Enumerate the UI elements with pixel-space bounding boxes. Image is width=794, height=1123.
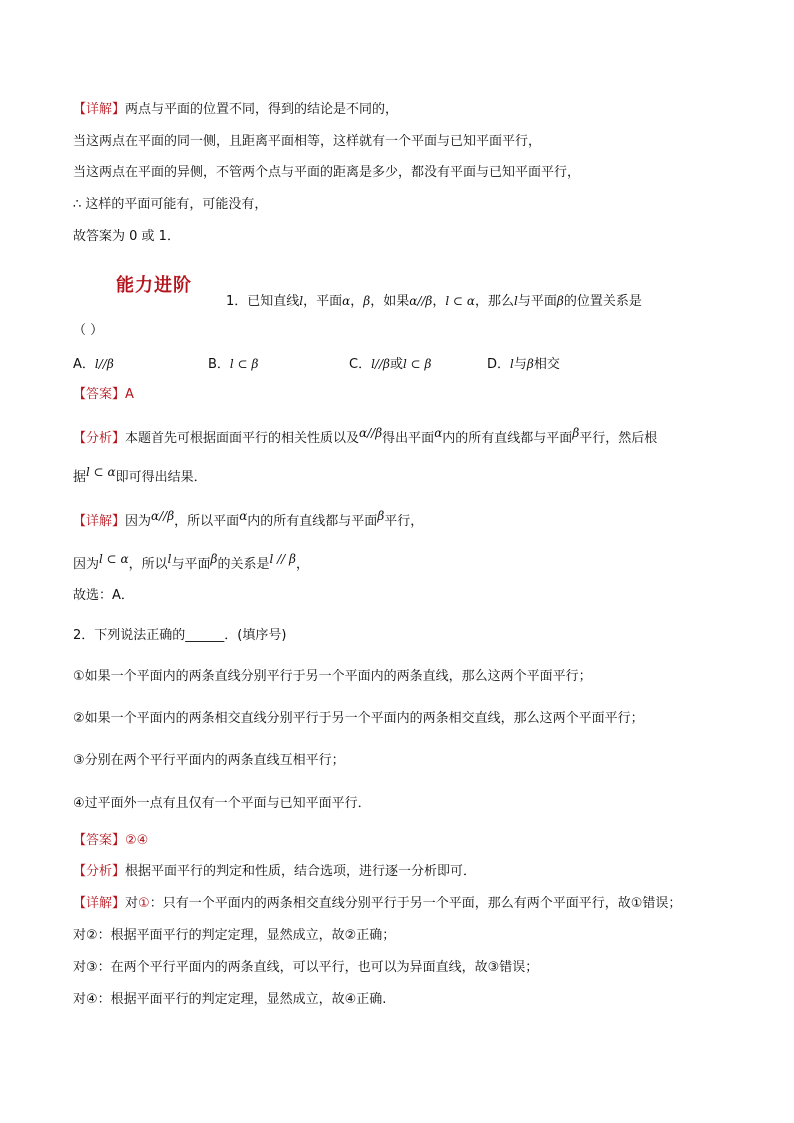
q1-text: 的位置关系是 — [563, 294, 642, 309]
detail-line-2: 当这两点在平面的同一侧，且距离平面相等，这样就有一个平面与已知平面平行， — [73, 134, 542, 149]
math-inline: β — [210, 552, 218, 566]
analysis-text: 根据平面平行的判定和性质，结合选项，进行逐一分析即可． — [125, 864, 477, 879]
q1-text: ，平面 — [303, 294, 343, 309]
option-math: β — [526, 357, 534, 371]
detail-text: 与平面 — [171, 557, 211, 572]
option-text: 或 — [389, 357, 403, 372]
answer-value: ②④ — [125, 833, 149, 848]
q1-analysis-line-1 — [73, 426, 658, 448]
q1-text: ， — [432, 294, 446, 309]
detail-line-1 — [73, 101, 398, 119]
option-text: 相交 — [533, 357, 560, 372]
q2-answer — [73, 832, 148, 850]
analysis-tag: 【分析】 — [73, 431, 126, 446]
detail-text: 两点与平面的位置不同，得到的结论是不同的， — [125, 102, 399, 117]
answer-value: A — [125, 387, 134, 402]
q1-text: ， — [350, 294, 364, 309]
option-label: D． — [487, 357, 511, 372]
q2-statement-1: ①如果一个平面内的两条直线分别平行于另一个平面内的两条直线，那么这两个平面平行； — [73, 669, 592, 684]
detail-tag: 【详解】 — [73, 896, 126, 911]
option-math: l//β — [94, 357, 114, 371]
option-c — [349, 355, 431, 374]
q1-choose: 故选：A． — [73, 588, 134, 603]
analysis-tag: 【分析】 — [73, 864, 126, 879]
q2-statement-4: ④过平面外一点有且仅有一个平面与已知平面平行． — [73, 796, 371, 811]
analysis-text: 平行，然后根 — [579, 431, 658, 446]
math-cond: l ⊂ α — [445, 294, 475, 308]
answer-blank: ______ — [185, 628, 225, 643]
detail-text: 内的所有直线都与平面 — [247, 514, 378, 529]
analysis-text: 内的所有直线都与平面 — [442, 431, 573, 446]
section-title: 能力进阶 — [116, 275, 192, 296]
math-inline: α//β — [151, 509, 175, 523]
option-label: A． — [73, 357, 95, 372]
math-beta: β — [556, 294, 564, 308]
option-math: l — [510, 357, 514, 371]
option-math: l ⊂ β — [229, 357, 259, 371]
detail-text: 平行， — [384, 514, 424, 529]
q1-detail-line-2 — [73, 552, 309, 574]
q1-answer — [73, 386, 134, 404]
detail-text: 的关系是 — [217, 557, 270, 572]
detail-line-5: 故答案为 0 或 1． — [73, 229, 180, 244]
math-inline: α — [239, 509, 248, 523]
detail-line-3: 当这两点在平面的异侧，不管两个点与平面的距离是多少，都没有平面与已知平面平行， — [73, 165, 581, 180]
math-inline: l ⊂ α — [86, 465, 116, 479]
math-cond: α//β — [409, 294, 433, 308]
q1-analysis-line-2 — [73, 465, 207, 487]
q2-detail-line-4: 对④：根据平面平行的判定定理，显然成立，故④正确. — [73, 992, 387, 1007]
analysis-text: 即可得出结果． — [115, 470, 207, 485]
math-inline: β — [572, 426, 580, 440]
option-b — [208, 355, 258, 374]
q1-number: 1．已知直线 — [226, 294, 300, 309]
detail-text: ，所以 — [128, 557, 168, 572]
q2-statement-3: ③分别在两个平行平面内的两条直线互相平行； — [73, 753, 345, 768]
q1-text: ，那么 — [475, 294, 515, 309]
math-inline: l — [167, 552, 172, 566]
detail-tag: 【详解】 — [73, 102, 126, 117]
q2-stem — [73, 627, 286, 645]
q2-text: ．(填序号) — [224, 628, 287, 643]
option-label: B． — [208, 357, 230, 372]
q1-paren: （ ） — [73, 323, 104, 338]
detail-text: 因为 — [125, 514, 152, 529]
answer-tag: 【答案】 — [73, 387, 126, 402]
q2-statement-2: ②如果一个平面内的两条相交直线分别平行于另一个平面内的两条相交直线，那么这两个平面平行； — [73, 711, 644, 726]
analysis-text: 据 — [73, 470, 87, 485]
option-a — [73, 355, 114, 374]
math-l: l — [299, 294, 304, 308]
detail-text: 因为 — [73, 557, 100, 572]
detail-line-4: ∴ 这样的平面可能有，可能没有， — [73, 197, 268, 212]
q1-text: 与平面 — [517, 294, 557, 309]
q2-detail-line-3: 对③：在两个平行平面内的两条直线，可以平行，也可以为异面直线，故③错误； — [73, 960, 539, 975]
q1-text: ，如果 — [370, 294, 410, 309]
q1-detail-line-1 — [73, 509, 424, 531]
detail-tag: 【详解】 — [73, 514, 126, 529]
option-math: l ⊂ β — [402, 357, 432, 371]
detail-text: 对 — [125, 896, 139, 911]
answer-tag: 【答案】 — [73, 833, 126, 848]
math-inline: α — [434, 426, 443, 440]
detail-text: ， — [295, 557, 309, 572]
detail-text: ，所以平面 — [174, 514, 240, 529]
q2-analysis — [73, 863, 476, 881]
q1-stem — [226, 292, 642, 311]
math-alpha: α — [342, 294, 351, 308]
math-inline: l // β — [269, 552, 296, 566]
q2-detail-line-2: 对②：根据平面平行的判定定理，显然成立，故②正确； — [73, 928, 396, 943]
math-inline: α//β — [359, 426, 383, 440]
math-beta: β — [363, 294, 371, 308]
option-text: 与 — [513, 357, 527, 372]
analysis-text: 得出平面 — [382, 431, 435, 446]
math-l: l — [514, 294, 518, 308]
math-inline: l ⊂ α — [99, 552, 129, 566]
detail-number: ① — [138, 896, 150, 911]
q2-text: 2．下列说法正确的 — [73, 628, 186, 643]
math-inline: β — [377, 509, 385, 523]
option-d — [487, 355, 560, 374]
analysis-text: 本题首先可根据面面平行的相关性质以及 — [125, 431, 360, 446]
option-label: C． — [349, 357, 372, 372]
option-math: l//β — [371, 357, 390, 371]
detail-text: ：只有一个平面内的两条相交直线分别平行于另一个平面，那么有两个平面平行，故①错误； — [149, 896, 682, 911]
q2-detail-line-1 — [73, 895, 681, 913]
